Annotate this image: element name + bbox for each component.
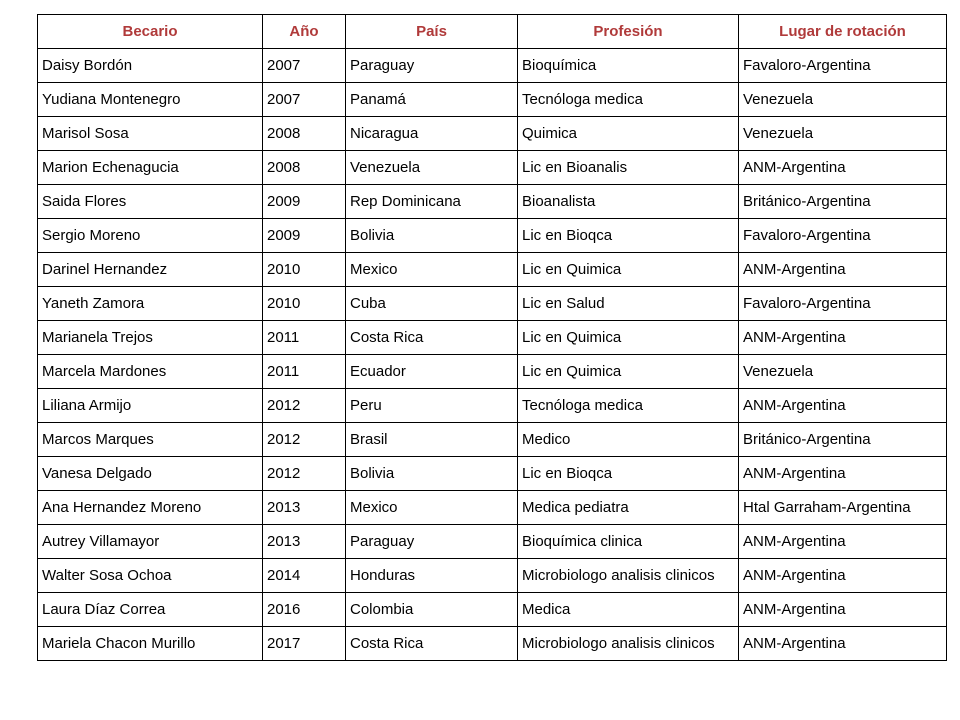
table-row: [38, 457, 947, 491]
ano-cell: 2008: [263, 151, 346, 185]
table-row: [38, 117, 947, 151]
ano-cell: 2008: [263, 117, 346, 151]
ano-cell: 2007: [263, 83, 346, 117]
profesion-cell: Medica pediatra: [518, 491, 739, 525]
profesion-cell: Lic en Bioqca: [518, 219, 739, 253]
becario-cell: Marion Echenagucia: [38, 151, 263, 185]
table-row: [38, 321, 947, 355]
becario-cell: Walter Sosa Ochoa: [38, 559, 263, 593]
profesion-cell: Lic en Bioqca: [518, 457, 739, 491]
pais-cell: Colombia: [346, 593, 518, 627]
becario-cell: Yaneth Zamora: [38, 287, 263, 321]
profesion-cell: Medica: [518, 593, 739, 627]
pais-cell: Panamá: [346, 83, 518, 117]
lugar-cell: Venezuela: [739, 117, 947, 151]
pais-cell: Honduras: [346, 559, 518, 593]
profesion-cell: Microbiologo analisis clinicos: [518, 627, 739, 661]
pais-cell: Brasil: [346, 423, 518, 457]
table-row: [38, 287, 947, 321]
profesion-cell: Lic en Quimica: [518, 253, 739, 287]
pais-cell: Peru: [346, 389, 518, 423]
ano-cell: 2009: [263, 185, 346, 219]
lugar-cell: ANM-Argentina: [739, 559, 947, 593]
pais-cell: Rep Dominicana: [346, 185, 518, 219]
ano-cell: 2011: [263, 355, 346, 389]
ano-cell: 2013: [263, 491, 346, 525]
lugar-cell: Htal Garraham-Argentina: [739, 491, 947, 525]
becario-cell: Marisol Sosa: [38, 117, 263, 151]
profesion-cell: Bioquímica: [518, 49, 739, 83]
lugar-cell: ANM-Argentina: [739, 321, 947, 355]
lugar-cell: Británico-Argentina: [739, 423, 947, 457]
lugar-cell: Británico-Argentina: [739, 185, 947, 219]
profesion-cell: Lic en Quimica: [518, 355, 739, 389]
pais-cell: Paraguay: [346, 525, 518, 559]
lugar-cell: ANM-Argentina: [739, 593, 947, 627]
header-ano: Año: [263, 15, 346, 49]
profesion-cell: Bioanalista: [518, 185, 739, 219]
ano-cell: 2012: [263, 423, 346, 457]
ano-cell: 2007: [263, 49, 346, 83]
table-row: [38, 423, 947, 457]
pais-cell: Cuba: [346, 287, 518, 321]
table-row: [38, 559, 947, 593]
pais-cell: Paraguay: [346, 49, 518, 83]
profesion-cell: Lic en Bioanalis: [518, 151, 739, 185]
pais-cell: Venezuela: [346, 151, 518, 185]
lugar-cell: Venezuela: [739, 355, 947, 389]
header-lugar-de-rotacion: Lugar de rotación: [739, 15, 947, 49]
header-row: [38, 15, 947, 49]
ano-cell: 2013: [263, 525, 346, 559]
becarios-table: [37, 14, 947, 661]
pais-cell: Costa Rica: [346, 321, 518, 355]
table-row: [38, 253, 947, 287]
becario-cell: Laura Díaz Correa: [38, 593, 263, 627]
lugar-cell: ANM-Argentina: [739, 457, 947, 491]
ano-cell: 2012: [263, 457, 346, 491]
ano-cell: 2014: [263, 559, 346, 593]
profesion-cell: Lic en Quimica: [518, 321, 739, 355]
profesion-cell: Medico: [518, 423, 739, 457]
ano-cell: 2017: [263, 627, 346, 661]
becario-cell: Liliana Armijo: [38, 389, 263, 423]
table-row: [38, 355, 947, 389]
becario-cell: Vanesa Delgado: [38, 457, 263, 491]
pais-cell: Bolivia: [346, 219, 518, 253]
lugar-cell: ANM-Argentina: [739, 253, 947, 287]
header-becario: Becario: [38, 15, 263, 49]
ano-cell: 2009: [263, 219, 346, 253]
table-row: [38, 627, 947, 661]
becario-cell: Marcela Mardones: [38, 355, 263, 389]
ano-cell: 2016: [263, 593, 346, 627]
becario-cell: Autrey Villamayor: [38, 525, 263, 559]
pais-cell: Mexico: [346, 253, 518, 287]
table-row: [38, 185, 947, 219]
table-row: [38, 525, 947, 559]
header-pais: País: [346, 15, 518, 49]
becario-cell: Ana Hernandez Moreno: [38, 491, 263, 525]
table-row: [38, 49, 947, 83]
profesion-cell: Microbiologo analisis clinicos: [518, 559, 739, 593]
table-row: [38, 593, 947, 627]
table-row: [38, 219, 947, 253]
lugar-cell: ANM-Argentina: [739, 151, 947, 185]
table-row: [38, 491, 947, 525]
becario-cell: Darinel Hernandez: [38, 253, 263, 287]
pais-cell: Costa Rica: [346, 627, 518, 661]
pais-cell: Nicaragua: [346, 117, 518, 151]
table-row: [38, 389, 947, 423]
becario-cell: Mariela Chacon Murillo: [38, 627, 263, 661]
ano-cell: 2011: [263, 321, 346, 355]
profesion-cell: Bioquímica clinica: [518, 525, 739, 559]
table-row: [38, 83, 947, 117]
becario-cell: Saida Flores: [38, 185, 263, 219]
lugar-cell: Venezuela: [739, 83, 947, 117]
pais-cell: Mexico: [346, 491, 518, 525]
lugar-cell: ANM-Argentina: [739, 627, 947, 661]
lugar-cell: Favaloro-Argentina: [739, 219, 947, 253]
becario-cell: Marianela Trejos: [38, 321, 263, 355]
header-profesion: Profesión: [518, 15, 739, 49]
pais-cell: Ecuador: [346, 355, 518, 389]
profesion-cell: Tecnóloga medica: [518, 83, 739, 117]
ano-cell: 2012: [263, 389, 346, 423]
becario-cell: Marcos Marques: [38, 423, 263, 457]
ano-cell: 2010: [263, 253, 346, 287]
table-row: [38, 151, 947, 185]
becario-cell: Sergio Moreno: [38, 219, 263, 253]
lugar-cell: Favaloro-Argentina: [739, 49, 947, 83]
profesion-cell: Tecnóloga medica: [518, 389, 739, 423]
lugar-cell: ANM-Argentina: [739, 525, 947, 559]
lugar-cell: Favaloro-Argentina: [739, 287, 947, 321]
table-body: [38, 49, 947, 661]
ano-cell: 2010: [263, 287, 346, 321]
becario-cell: Daisy Bordón: [38, 49, 263, 83]
becario-cell: Yudiana Montenegro: [38, 83, 263, 117]
profesion-cell: Lic en Salud: [518, 287, 739, 321]
lugar-cell: ANM-Argentina: [739, 389, 947, 423]
pais-cell: Bolivia: [346, 457, 518, 491]
profesion-cell: Quimica: [518, 117, 739, 151]
